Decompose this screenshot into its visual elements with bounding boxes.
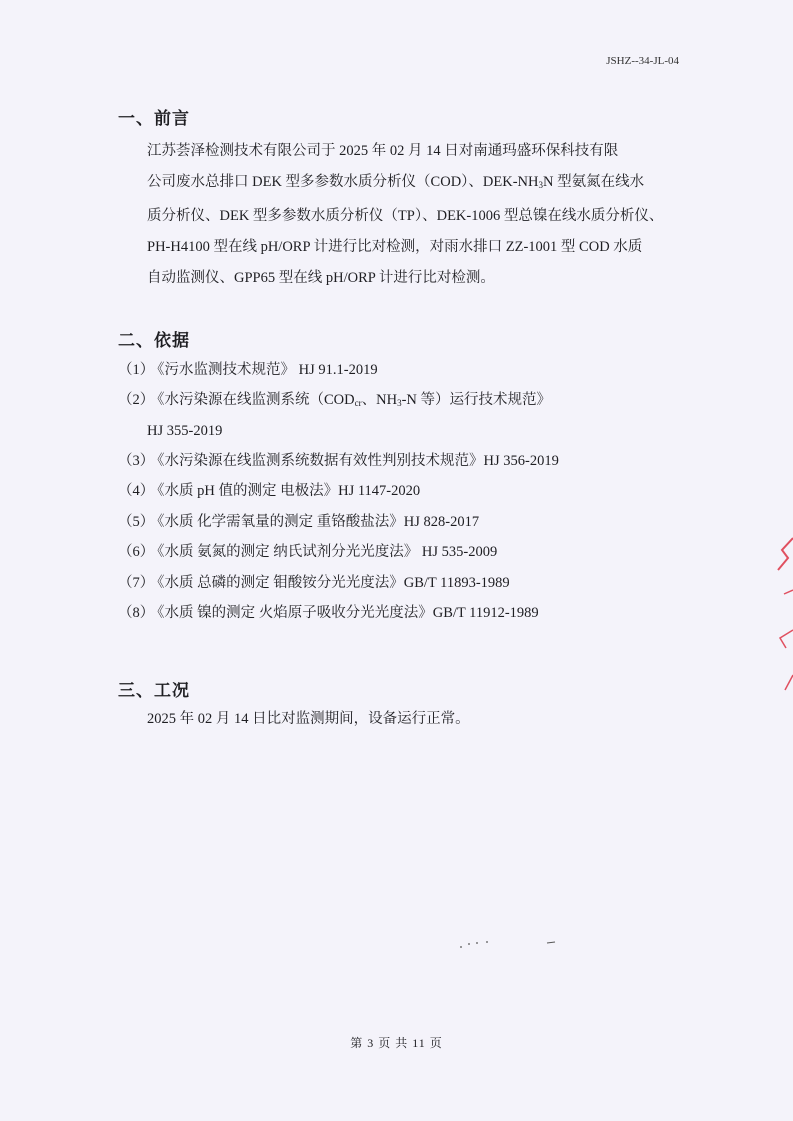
reference-text: 《污水监测技术规范》 HJ 91.1-2019: [150, 362, 378, 378]
reference-item: [118, 511, 479, 533]
reference-item: [118, 602, 539, 624]
section-heading-basis: 二、依据: [118, 331, 190, 351]
reference-text: 《水污染源在线监测系统数据有效性判别技术规范》HJ 356-2019: [150, 453, 559, 469]
reference-index: （3）: [118, 453, 155, 469]
reference-continuation: HJ 355-2019: [147, 423, 223, 439]
preface-line-3: 质分析仪、DEK 型多参数水质分析仪（TP）、DEK-1006 型总镍在线水质分析仪、: [147, 208, 664, 224]
reference-index: （4）: [118, 483, 155, 499]
section-heading-conditions: 三、工况: [118, 681, 190, 701]
preface-line-4: PH-H4100 型在线 pH/ORP 计进行比对检测，对雨水排口 ZZ-1001 型 COD 水质: [147, 239, 643, 255]
reference-index: （8）: [118, 605, 155, 621]
preface-line-1: 江苏荟泽检测技术有限公司于 2025 年 02 月 14 日对南通玛盛环保科技有限: [147, 143, 619, 159]
reference-text: 《水质 pH 值的测定 电极法》HJ 1147-2020: [150, 483, 421, 499]
stamp-edge-mark: [770, 530, 793, 700]
conditions-paragraph: 2025 年 02 月 14 日比对监测期间，设备运行正常。: [147, 711, 470, 727]
reference-index: （7）: [118, 575, 155, 591]
reference-index: （1）: [118, 362, 155, 378]
scan-speck-mark: [455, 935, 565, 955]
reference-item: [118, 541, 497, 563]
reference-item: [118, 450, 559, 472]
reference-item: [118, 480, 420, 502]
reference-index: （5）: [118, 514, 155, 530]
preface-line-5: 自动监测仪、GPP65 型在线 pH/ORP 计进行比对检测。: [147, 270, 495, 286]
reference-text: 《水质 化学需氧量的测定 重铬酸盐法》HJ 828-2017: [150, 514, 480, 530]
preface-paragraph: [118, 136, 678, 294]
reference-item: [118, 572, 510, 594]
reference-text: 《水质 总磷的测定 钼酸铵分光光度法》GB/T 11893-1989: [150, 575, 510, 591]
preface-line-2: [118, 167, 678, 201]
reference-text: 《水质 镍的测定 火焰原子吸收分光光度法》GB/T 11912-1989: [150, 605, 539, 621]
document-code: JSHZ--34-JL-04: [606, 55, 679, 67]
reference-index: （6）: [118, 544, 155, 560]
preface-line-2-text: 公司废水总排口 DEK 型多参数水质分析仪（COD）、DEK-$NH_3N$ 型氨氮在线水: [147, 174, 645, 190]
page-number: 第 3 页 共 11 页: [350, 1036, 443, 1050]
reference-item: [118, 389, 551, 411]
reference-text: 《水污染源在线监测系统（$COD_{cr}$、$NH_3-N$ 等）运行技术规范》: [150, 392, 552, 408]
reference-index: （2）: [118, 392, 155, 408]
reference-text: 《水质 氨氮的测定 纳氏试剂分光光度法》 HJ 535-2009: [150, 544, 498, 560]
reference-item: [118, 359, 378, 381]
section-heading-preface: 一、前言: [118, 109, 190, 129]
